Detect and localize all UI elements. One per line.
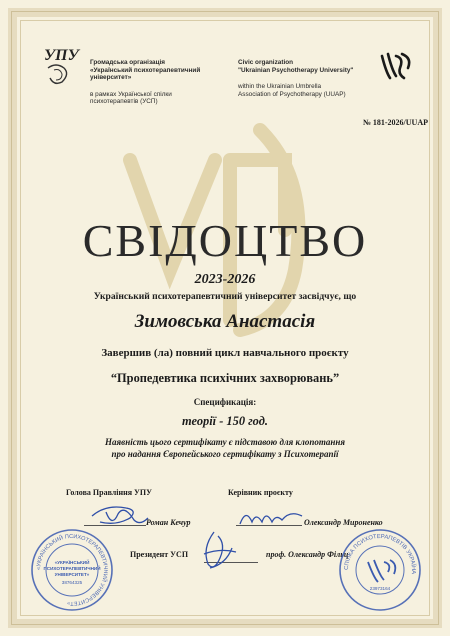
org-info-english: Civic organization "Ukrainian Psychotherapy University" within the Ukrainian Umbrella Association of Psychotherapy (UUAP) — [238, 59, 354, 98]
logo-letters: УПУ — [44, 47, 79, 64]
svg-text:ПСИХОТЕРАПЕВТИЧНИЙ: ПСИХОТЕРАПЕВТИЧНИЙ — [43, 566, 101, 571]
certifies-text: Український психотерапевтичний університет засвідчує, що — [93, 291, 357, 302]
years: 2023-2026 — [194, 272, 256, 287]
svg-text:УНІВЕРСИТЕТ»: УНІВЕРСИТЕТ» — [54, 572, 90, 577]
recipient-name: Зимовська Анастасія — [134, 311, 316, 332]
specialization-label: Спецификація: — [193, 397, 257, 407]
certificate-note: Наявність цього сертифікату є підставою для клопотання про надання Європейського сертифікату з Психотерапії — [105, 437, 345, 459]
svg-text:«УКРАЇНСЬКИЙ: «УКРАЇНСЬКИЙ — [54, 560, 90, 565]
board-chair-name: Роман Кечур — [146, 518, 191, 527]
svg-text:38764325: 38764325 — [61, 580, 83, 585]
course-title: “Пропедевтика психічних захворювань” — [110, 371, 340, 385]
president-name: проф. Олександр Фільц — [266, 550, 349, 559]
stamp-upu-icon — [30, 528, 114, 612]
signature-head-icon — [236, 504, 306, 530]
project-head-label: Керівник проєкту — [228, 488, 293, 497]
specialization-value: теорії - 150 год. — [182, 414, 268, 428]
upu-logo-icon — [42, 38, 82, 88]
certificate-title: СВІДОЦТВО — [82, 215, 368, 266]
svg-text:23973164: 23973164 — [369, 586, 391, 591]
project-head-name: Олександр Мироненко — [304, 518, 383, 527]
board-chair-label: Голова Правління УПУ — [66, 488, 152, 497]
stamp-usp-icon — [338, 528, 422, 612]
svg-text:«УКРАЇНСЬКИЙ ПСИХОТЕРАПЕВТИЧНИ: «УКРАЇНСЬКИЙ ПСИХОТЕРАПЕВТИЧНИЙ УНІВЕРСИТЕТ» — [35, 533, 109, 607]
svg-text:СПІЛКА ПСИХОТЕРАПЕВТІВ УКРАЇНА: СПІЛКА ПСИХОТЕРАПЕВТІВ УКРАЇНА — [343, 533, 417, 575]
org-info-ukrainian: Громадська організація «Український психотерапевтичний університет» в рамках Української спілки психотерапевтів (УСП) — [90, 59, 201, 106]
usp-logo-icon — [378, 48, 414, 84]
signature-board-icon — [86, 500, 152, 530]
certificate-number: № 181-2026/UUAP — [362, 118, 428, 127]
president-label: Президент УСП — [130, 550, 189, 559]
signature-president-icon — [196, 528, 240, 574]
completed-text: Завершив (ла) повний цикл навчального проєкту — [101, 347, 349, 359]
